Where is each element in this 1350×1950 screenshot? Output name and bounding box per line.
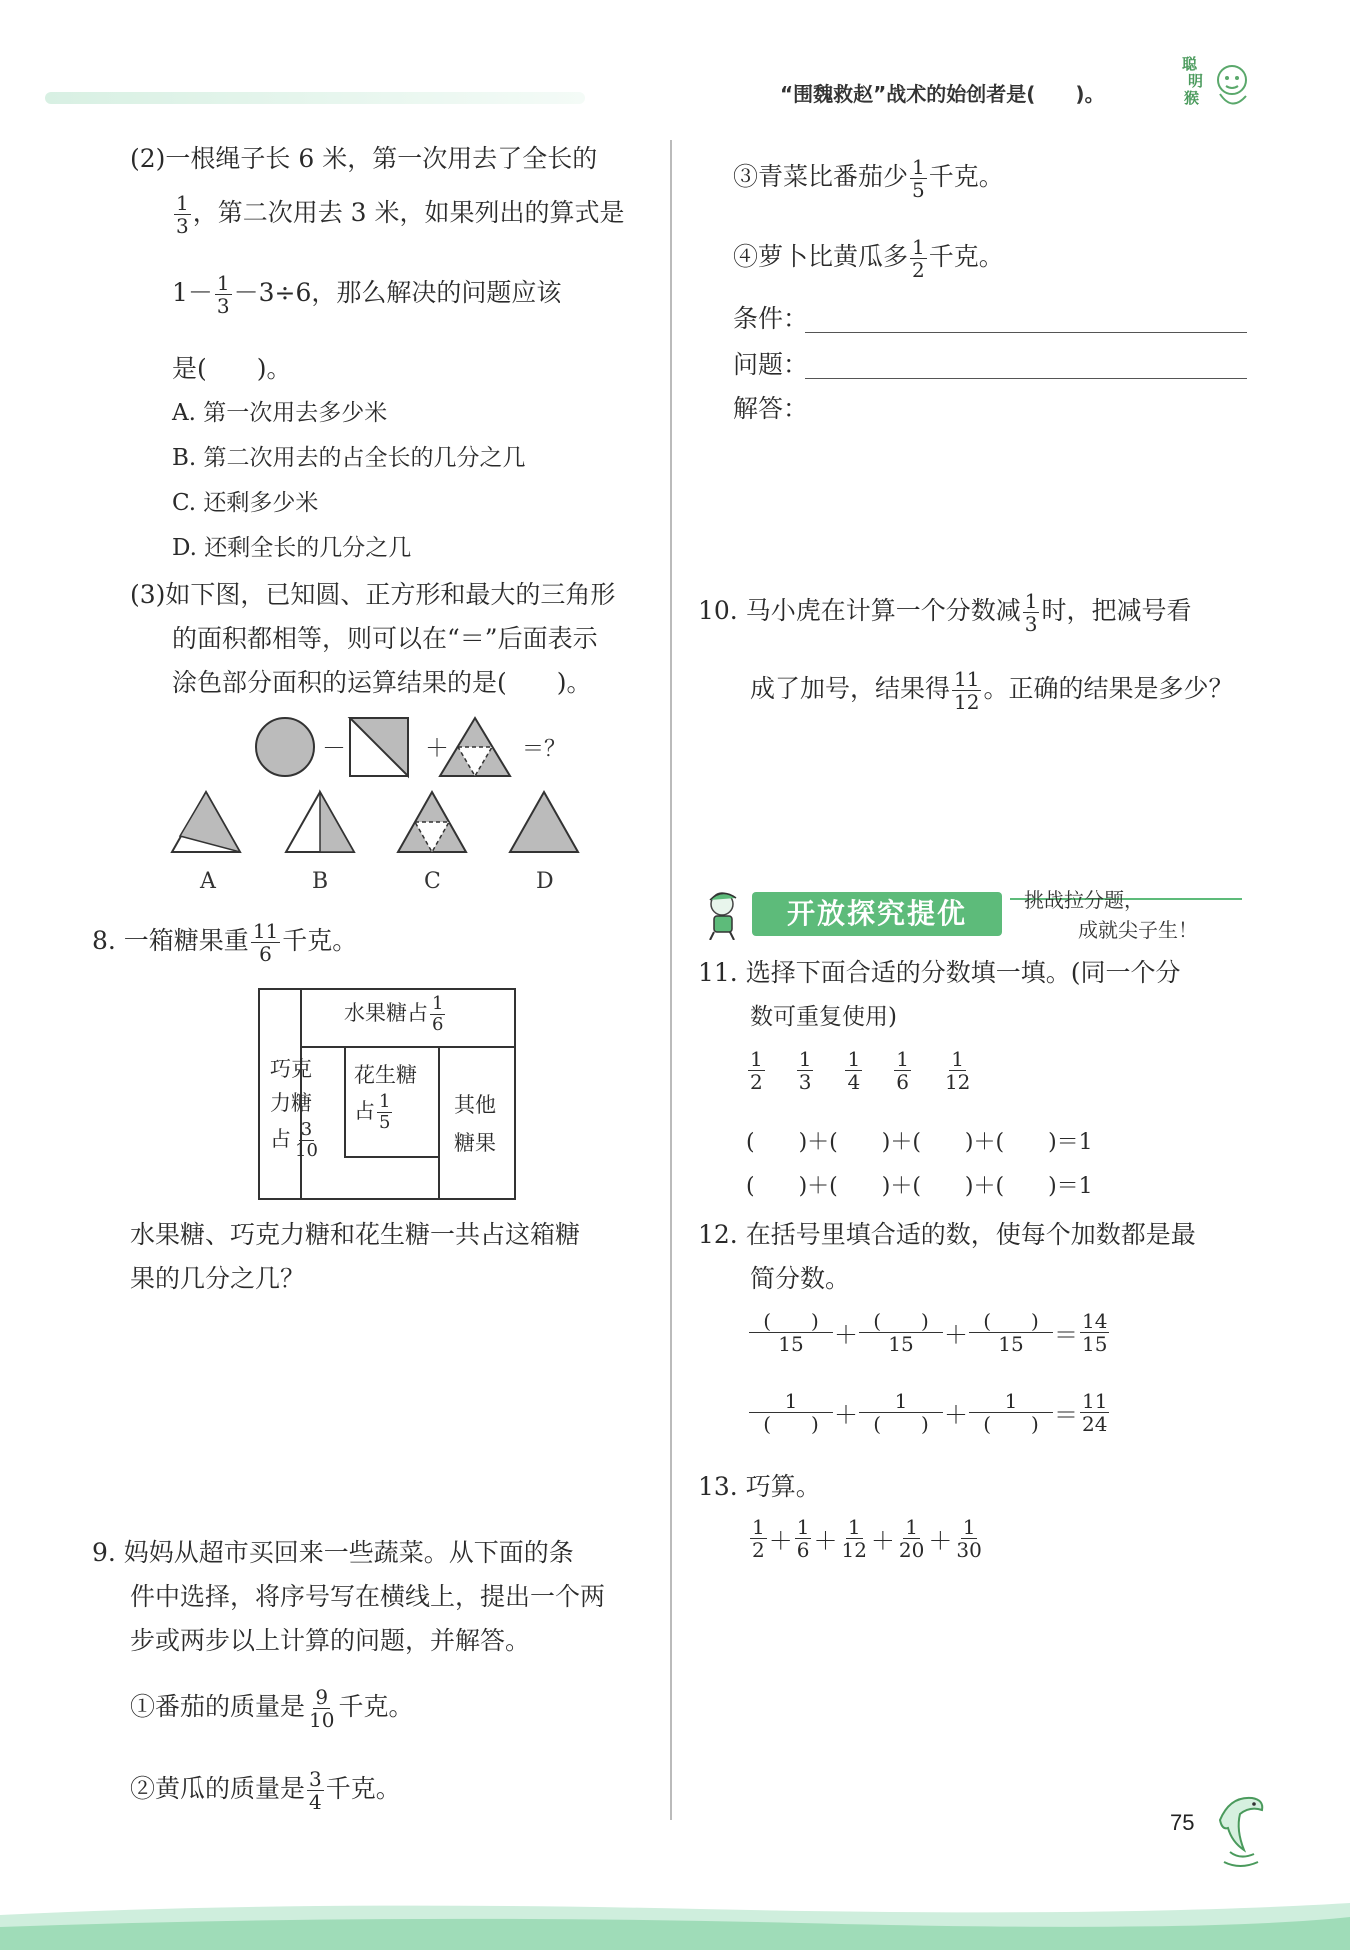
q9-line3: 步或两步以上计算的问题，并解答。 [130, 1626, 531, 1655]
option-a: A. 第一次用去多少米 [172, 400, 388, 426]
q11-row-2[interactable]: ( )＋( )＋( )＋( )＝1 [746, 1174, 1093, 1199]
peanut-candy-label: 花生糖 占 $\frac{1}{5}$ [354, 1063, 417, 1133]
candy-diagram [258, 988, 516, 1200]
q7-2-line1: (2)一根绳子长 6 米，第一次用去了全长的 [130, 144, 598, 173]
q10-line2: 成了加号，结果得 $\frac{11}{12}$ 。正确的结果是多少？ [750, 667, 1234, 714]
bottom-wave [0, 1895, 1350, 1950]
minus-sign: － [322, 734, 346, 762]
section-banner [752, 892, 1002, 936]
dolphin-icon [1210, 1790, 1270, 1870]
q12-line2: 简分数。 [750, 1264, 851, 1293]
triangle-shape [440, 718, 510, 776]
condition-2: ②黄瓜的质量是 $\frac{3}{4}$ 千克。 [130, 1767, 401, 1814]
condition-label: 条件： [733, 304, 809, 333]
header-bar [45, 92, 585, 104]
question-answer-line[interactable] [805, 378, 1247, 379]
q9-line1: 9. 妈妈从超市买回来一些蔬菜。从下面的条 [92, 1538, 574, 1567]
page-number: 75 [1170, 1810, 1195, 1835]
square-shape [350, 718, 408, 776]
condition-3: ③青菜比番茄少 $\frac{1}{5}$ 千克。 [733, 155, 1004, 202]
label-c: C [424, 869, 441, 894]
q7-3-line1: (3)如下图，已知圆、正方形和最大的三角形 [130, 580, 616, 609]
q7-3-line3: 涂色部分面积的运算结果的是( )。 [172, 668, 592, 697]
q9-line2: 件中选择，将序号写在横线上，提出一个两 [130, 1582, 606, 1611]
q12-equation-1[interactable]: $\frac{( )}{15}$ ＋ $\frac{( )}{15}$ ＋ $\frac{( )}{15}$ ＝ $\frac{14}{15}$ [748, 1310, 1111, 1355]
answer-label: 解答： [733, 394, 809, 423]
plus-sign: ＋ [425, 734, 449, 762]
fraction-choice: $\frac{1}{3}$ [798, 1047, 812, 1094]
chocolate-candy-label: 巧克 力糖 占 $\frac{3}{10}$ [270, 1057, 318, 1161]
option-d: D. 还剩全长的几分之几 [172, 535, 412, 561]
section-title: 开放探究提优 [786, 897, 967, 930]
fraction: $\frac{11}{6}$ [252, 919, 279, 966]
q7-2-line2: $\frac{1}{3}$ ，第二次用去 3 米，如果列出的算式是 [176, 191, 625, 238]
q11-line2: 数可重复使用) [750, 1004, 897, 1030]
option-b-triangle [286, 792, 354, 852]
option-c: C. 还剩多少米 [172, 490, 319, 516]
q7-3-line2: 的面积都相等，则可以在“＝”后面表示 [172, 624, 598, 653]
q12-line1: 12. 在括号里填合适的数，使每个加数都是最 [698, 1220, 1196, 1249]
boy-mascot-icon [700, 888, 750, 940]
q8-question-line1: 水果糖、巧克力糖和花生糖一共占这箱糖 [130, 1220, 581, 1249]
shapes-equation [250, 712, 590, 782]
fraction-choice: $\frac{1}{6}$ [896, 1047, 909, 1094]
fraction-choice: $\frac{1}{2}$ [750, 1047, 763, 1094]
condition-answer-line[interactable] [805, 332, 1247, 333]
fraction-choice: $\frac{1}{4}$ [847, 1047, 861, 1094]
label-d: D [536, 869, 554, 894]
circle-shape [256, 718, 314, 776]
option-c-triangle [398, 792, 466, 852]
q7-2-expression: 1－ $\frac{1}{3}$ －3÷6，那么解决的问题应该 [172, 271, 562, 318]
question-label: 问题： [733, 350, 809, 379]
option-a-triangle [172, 792, 240, 852]
q11-row-1[interactable]: ( )＋( )＋( )＋( )＝1 [746, 1130, 1093, 1155]
column-divider [670, 140, 672, 1820]
q8-stem: 8. 一箱糖果重 $\frac{11}{6}$ 千克。 [92, 919, 358, 966]
q8-question-line2: 果的几分之几？ [130, 1264, 306, 1293]
q11-line1: 11. 选择下面合适的分数填一填。(同一个分 [698, 958, 1181, 987]
option-d-triangle [510, 792, 578, 852]
fraction-choices [746, 1048, 974, 1093]
label-a: A [200, 869, 216, 894]
triangle-options [160, 788, 600, 896]
mascot-label: 聪 明 猴 [1182, 55, 1204, 107]
header-trivia: “围魏救赵”战术的始创者是( )。 [780, 82, 1105, 106]
fraction: $\frac{1}{3}$ [176, 191, 189, 238]
fraction-choice: $\frac{1}{12}$ [944, 1047, 971, 1094]
label-b: B [312, 869, 329, 894]
q7-2-line4: 是( )。 [172, 354, 292, 383]
slogan-line2: 成就尖子生！ [1078, 918, 1198, 942]
condition-4: ④萝卜比黄瓜多 $\frac{1}{2}$ 千克。 [733, 235, 1004, 282]
fruit-candy-label: 水果糖占 $\frac{1}{6}$ [344, 993, 444, 1035]
q12-equation-2[interactable]: $\frac{1}{( )}$ ＋ $\frac{1}{( )}$ ＋ $\frac{1}{( )}$ ＝ $\frac{11}{24}$ [748, 1390, 1111, 1435]
fraction: $\frac{1}{3}$ [216, 271, 230, 318]
q13-label: 13. 巧算。 [698, 1472, 821, 1501]
equals-question: ＝？ [522, 737, 567, 762]
q13-expression: $\frac{1}{2}$ ＋ $\frac{1}{6}$ ＋ $\frac{1}{12}$ ＋ $\frac{1}{20}$ ＋ $\frac{1}{30}$ [752, 1515, 982, 1562]
option-b: B. 第二次用去的占全长的几分之几 [172, 445, 526, 471]
slogan-line1: 挑战拉分题， [1024, 888, 1144, 912]
other-candy-label: 其他 糖果 [454, 1093, 496, 1155]
q10-line1: 10. 马小虎在计算一个分数减 $\frac{1}{3}$ 时，把减号看 [698, 589, 1192, 636]
condition-1: ①番茄的质量是 $\frac{9}{10}$ 千克。 [130, 1685, 414, 1732]
